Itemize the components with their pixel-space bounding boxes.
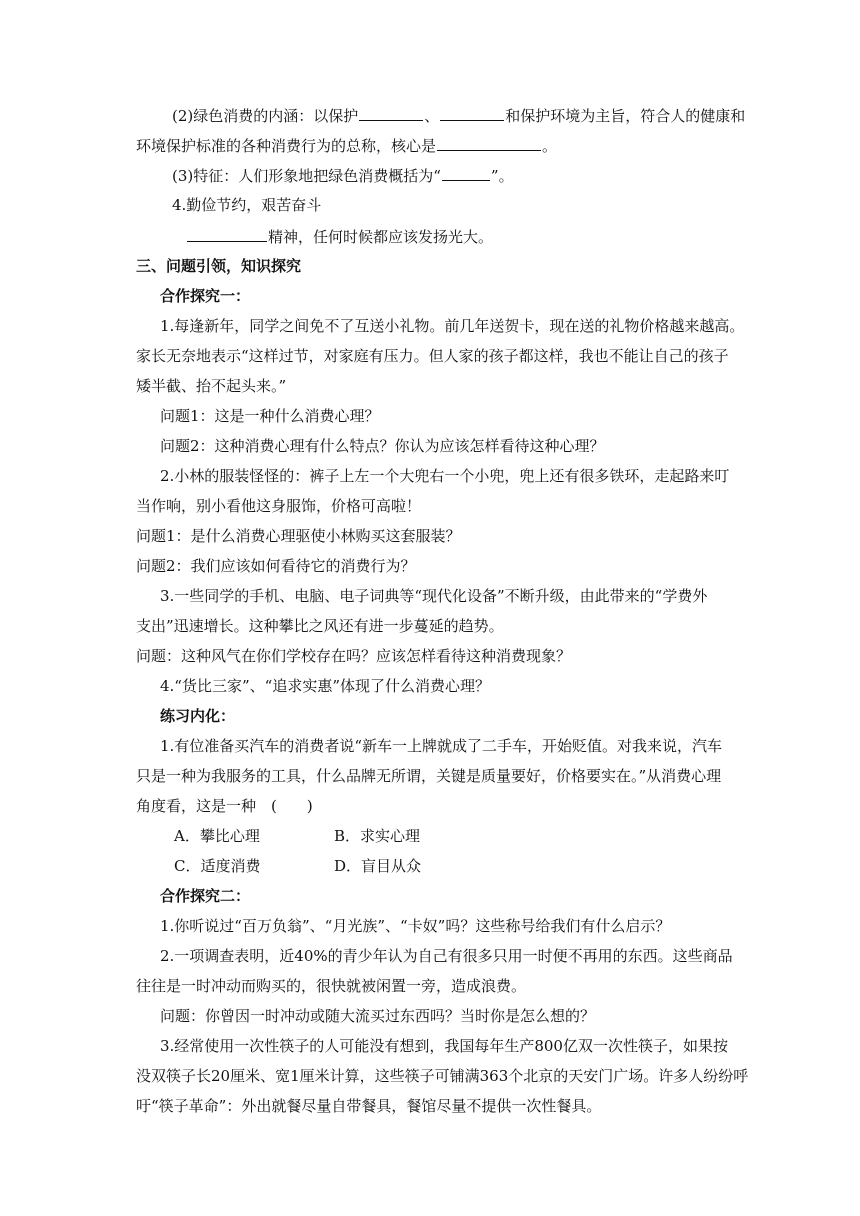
- c2-item2-line-1: 2.一项调查表明，近40%的青少年认为自己有很多只用一时便不再用的东西。这些商品: [160, 947, 733, 965]
- c2-item3-line-1: 3.经常使用一次性筷子的人可能没有想到，我国每年生产800亿双一次性筷子，如果按: [160, 1037, 728, 1055]
- blank-3[interactable]: [437, 134, 541, 151]
- option-d[interactable]: D．盲目从众: [334, 857, 422, 875]
- q1-question-1: 问题1：这是一种什么消费心理？: [160, 407, 380, 425]
- line-green-consumption-core: 环境保护标准的各种消费行为的总称，核心是 。: [136, 134, 557, 156]
- c2-item2-line-2: 往往是一时冲动而购买的，很快就被闲置一旁，造成浪费。: [136, 977, 527, 995]
- practice-line-1: 1.有位准备买汽车的消费者说“新车一上牌就成了二手车，开始贬值。对我来说，汽车: [160, 737, 722, 755]
- section-heading-3: 三、问题引领，知识探究: [136, 257, 302, 275]
- option-c[interactable]: C．适度消费: [174, 857, 261, 875]
- c2-item1: 1.你听说过“百万负翁”、“月光族”、“卡奴”吗？这些称号给我们有什么启示？: [160, 917, 671, 935]
- line-spirit: 精神，任何时候都应该发扬光大。: [186, 225, 493, 247]
- q1-question-2: 问题2：这种消费心理有什么特点？你认为应该怎样看待这种心理？: [160, 437, 605, 455]
- blank-2[interactable]: [440, 104, 504, 121]
- c2-item2-question: 问题：你曾因一时冲动或随大流买过东西吗？当时你是怎么想的？: [160, 1007, 596, 1025]
- q2-question-2: 问题2：我们应该如何看待它的消费行为？: [136, 557, 416, 575]
- practice-heading: 练习内化：: [160, 707, 236, 725]
- q1-line-3: 矮半截、抬不起头来。”: [136, 377, 287, 395]
- heading-diligence-frugality: 4.勤俭节约，艰苦奋斗: [172, 196, 322, 214]
- blank-4[interactable]: [442, 164, 490, 181]
- blank-1[interactable]: [359, 104, 423, 121]
- q1-line-2: 家长无奈地表示“这样过节，对家庭有压力。但人家的孩子都这样，我也不能让自己的孩子: [136, 347, 729, 365]
- q3-question: 问题：这种风气在你们学校存在吗？应该怎样看待这种消费现象？: [136, 647, 572, 665]
- q4-line: 4.“货比三家”、“追求实惠”体现了什么消费心理？: [160, 677, 490, 695]
- line-feature: (3)特征：人们形象地把绿色消费概括为“ ”。: [172, 164, 514, 186]
- c2-item3-line-2: 没双筷子长20厘米、宽1厘米计算，这些筷子可铺满363个北京的天安门广场。许多人纷纷呼: [136, 1067, 749, 1085]
- q3-line-1: 3.一些同学的手机、电脑、电子词典等“现代化设备”不断升级，由此带来的“学费外: [160, 587, 708, 605]
- line-green-consumption-connotation: (2)绿色消费的内涵：以保护 、 和保护环境为主旨，符合人的健康和: [172, 104, 745, 126]
- q3-line-2: 支出”迅速增长。这种攀比之风还有进一步蔓延的趋势。: [136, 617, 504, 635]
- coop-inquiry-2-heading: 合作探究二：: [160, 887, 251, 905]
- practice-line-3: 角度看，这是一种 ( ): [136, 797, 313, 815]
- coop-inquiry-1-heading: 合作探究一：: [160, 287, 251, 305]
- practice-line-2: 只是一种为我服务的工具，什么品牌无所谓，关键是质量要好，价格要实在。”从消费心理: [136, 767, 722, 785]
- option-b[interactable]: B．求实心理: [334, 827, 421, 845]
- c2-item3-line-3: 吁“筷子革命”：外出就餐尽量自带餐具，餐馆尽量不提供一次性餐具。: [136, 1097, 602, 1115]
- blank-5[interactable]: [187, 225, 267, 242]
- q1-line-1: 1.每逢新年，同学之间免不了互送小礼物。前几年送贺卡，现在送的礼物价格越来越高。: [160, 317, 745, 335]
- option-a[interactable]: A．攀比心理: [174, 827, 260, 845]
- q2-line-2: 当作响，别小看他这身服饰，价格可高啦！: [136, 497, 422, 515]
- q2-question-1: 问题1：是什么消费心理驱使小林购买这套服装？: [136, 527, 461, 545]
- q2-line-1: 2.小林的服装怪怪的：裤子上左一个大兜右一个小兜，兜上还有很多铁环，走起路来叮: [160, 467, 730, 485]
